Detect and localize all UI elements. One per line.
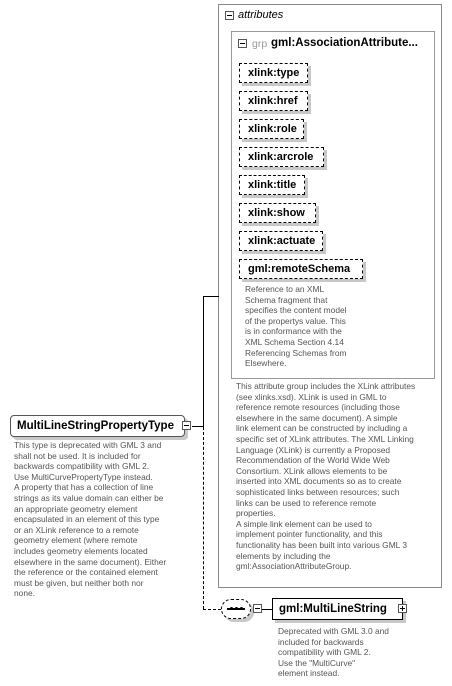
attribute-xlink-actuate[interactable]: xlink:actuate	[239, 231, 323, 251]
connector-sequence-horizontal	[203, 609, 221, 610]
attributes-title: attributes	[238, 9, 284, 21]
group-name: gml:AssociationAttribute...	[271, 37, 418, 49]
collapse-main-icon[interactable]	[182, 421, 191, 430]
attribute-group-description: This attribute group includes the XLink attributes (see xlinks.xsd). XLink is used in GML to reference remote resources (including those elsewhere in the same document). A simple link element can be constructed by including a specific set of XLink attributes. The XML Linking Language (XLink) is currently a Proposed Recommendation of the World Wide Web Consortium. XLink allows elements to be inserted into XML documents so as to create sophisticated links between resources; such links can be used to reference remote properties. A simple link element can be used to implement pointer functionality, and this functionality has been built into various GML 3 elements by including the gml:AssociationAttributeGroup.	[236, 381, 416, 572]
sequence-compositor[interactable]	[221, 599, 251, 619]
group-prefix: grp	[252, 38, 268, 50]
multilinestring-property-type-box[interactable]: MultiLineStringPropertyType	[10, 415, 185, 437]
gml-multilinestring-box[interactable]: gml:MultiLineString	[272, 598, 403, 620]
main-element-description: This type is deprecated with GML 3 and shall not be used. It is included for backwards compatibility with GML 2. Use MultiCurvePropertyType instead. A property that has a collection of line strings as its value domain can either be an appropriate geometry element encapsulated in an element of this type or an XLink reference to a remote geometry element (where remote includes geometry elements located elsewhere in the same document). Either the reference or the contained element must be given, but neither both nor none.	[14, 440, 167, 599]
connector-to-child	[262, 609, 272, 610]
attribute-xlink-role[interactable]: xlink:role	[239, 119, 304, 139]
remote-schema-description: Reference to an XML Schema fragment that specifies the content model of the propertys value. This is in conformance with the XML Schema Section 4.14 Referencing Schemas from Elsewhere.	[245, 284, 347, 369]
collapse-sequence-icon[interactable]	[253, 604, 262, 613]
connector-vertical	[203, 296, 204, 427]
connector-to-attributes	[203, 296, 219, 297]
expand-multilinestring-icon[interactable]	[398, 604, 407, 613]
attribute-xlink-href[interactable]: xlink:href	[239, 91, 308, 111]
attribute-gml-remote-schema[interactable]: gml:remoteSchema	[239, 259, 363, 279]
attribute-xlink-show[interactable]: xlink:show	[239, 203, 316, 223]
child-element-description: Deprecated with GML 3.0 and included for backwards compatibility with GML 2. Use the "MultiCurve" element instead.	[278, 626, 389, 679]
collapse-attributes-icon[interactable]	[225, 11, 234, 20]
attribute-xlink-type[interactable]: xlink:type	[239, 63, 308, 83]
collapse-group-icon[interactable]	[238, 39, 247, 48]
attribute-xlink-arcrole[interactable]: xlink:arcrole	[239, 147, 324, 167]
attribute-xlink-title[interactable]: xlink:title	[239, 175, 305, 195]
sequence-icon	[227, 608, 245, 610]
